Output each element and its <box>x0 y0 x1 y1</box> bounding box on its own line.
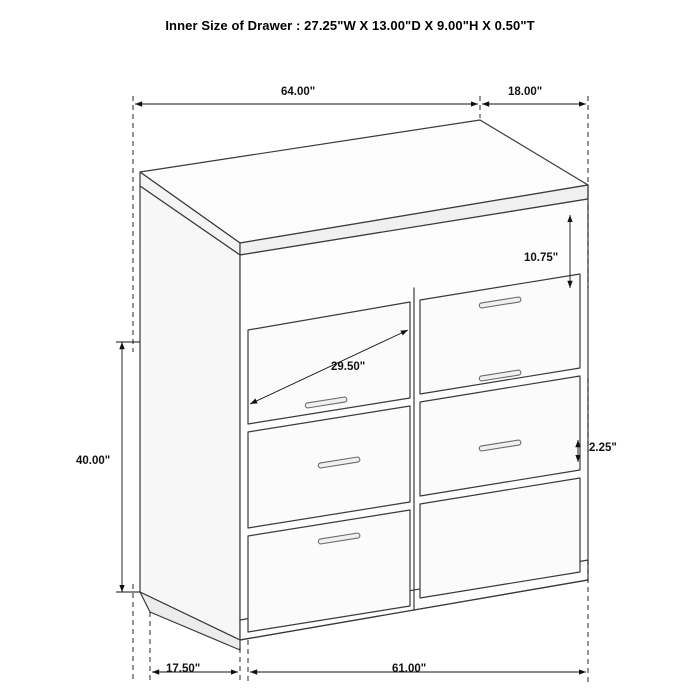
dim-label-side-depth: 17.50" <box>166 663 201 675</box>
dim-label-drawer-inner-width: 29.50" <box>331 361 366 373</box>
dim-label-front-width: 61.00" <box>392 663 427 675</box>
dim-label-top-depth: 18.00" <box>508 86 543 98</box>
dim-label-top-width: 64.00" <box>281 86 316 98</box>
dim-label-base-height: 2.25" <box>589 442 617 454</box>
dim-label-overall-height: 40.00" <box>76 455 111 467</box>
dim-label-drawer-height: 10.75" <box>524 252 559 264</box>
page-title: Inner Size of Drawer : 27.25"W X 13.00"D X 9.00"H X 0.50"T <box>165 18 535 33</box>
dresser-left-side-panel <box>140 186 240 640</box>
